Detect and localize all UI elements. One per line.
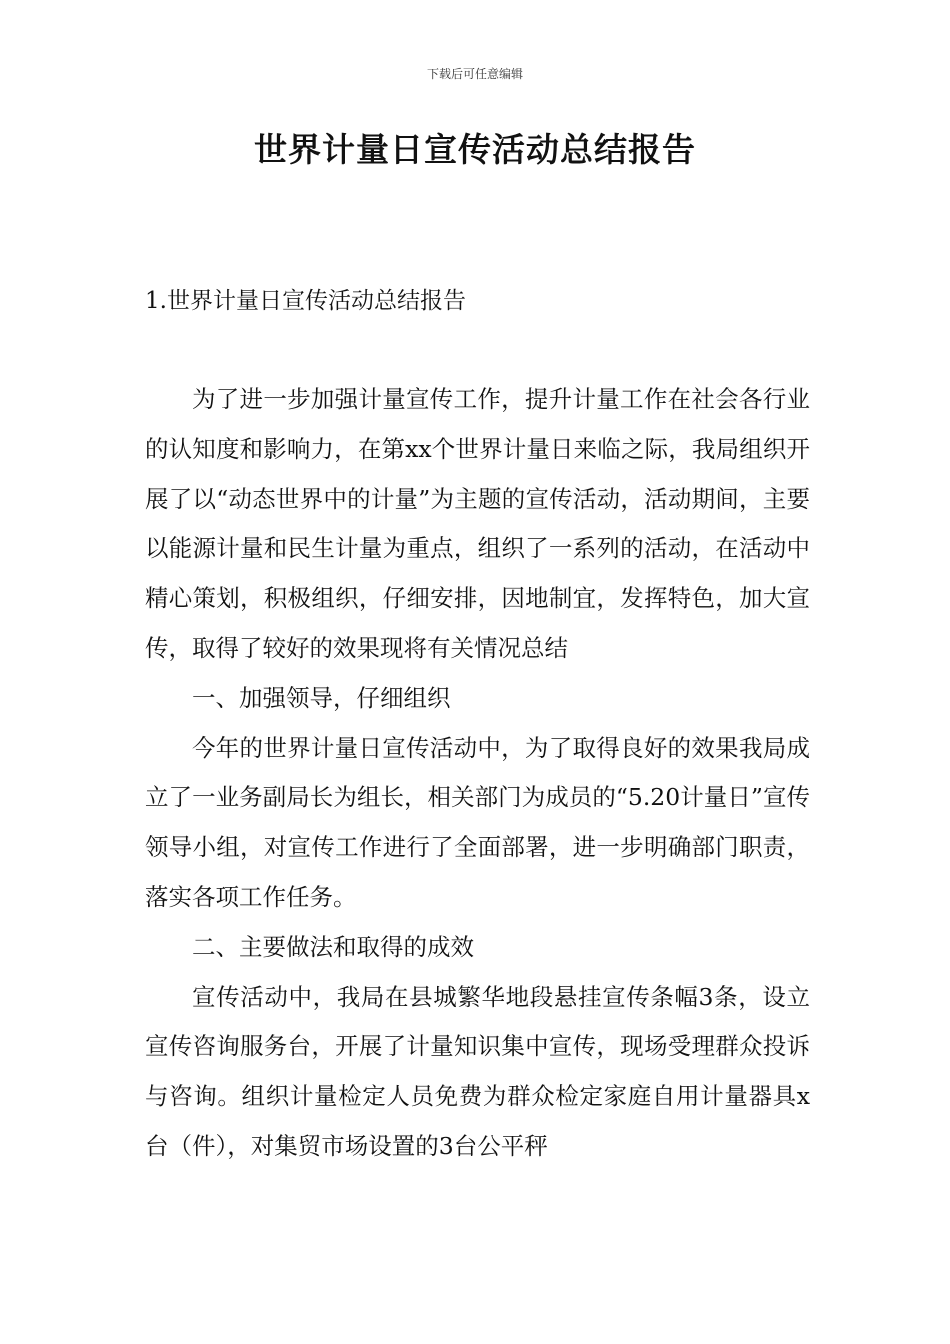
document-title: 世界计量日宣传活动总结报告 [254,130,696,169]
section-heading: 1.世界计量日宣传活动总结报告 [145,288,466,314]
subheading-leadership: 一、加强领导，仔细组织 [192,683,451,712]
paragraph-intro: 为了进一步加强计量宣传工作，提升计量工作在社会各行业的认知度和影响力，在第xx个世界计量日来临之际，我局组织开展了以“动态世界中的计量”为主题的宣传活动，活动期间，主要以能源计量和民生计量为重点，组织了一系列的活动，在活动中精心策划，积极组织，仔细安排，因地制宜，发挥特色，加大宣传，取得了较好的效果现将有关情况总结 [145,385,810,662]
document-body [145,375,810,1172]
paragraph-leadership: 今年的世界计量日宣传活动中，为了取得良好的效果我局成立了一业务副局长为组长，相关部门为成员的“5.20计量日”宣传领导小组，对宣传工作进行了全面部署，进一步明确部门职责，落实各项工作任务。 [145,733,810,911]
header-note: 下载后可任意编辑 [426,67,523,81]
subheading-practices: 二、主要做法和取得的成效 [192,932,474,961]
paragraph-practices: 宣传活动中，我局在县城繁华地段悬挂宣传条幅3条，设立宣传咨询服务台，开展了计量知识集中宣传，现场受理群众投诉与咨询。组织计量检定人员免费为群众检定家庭自用计量器具x台（件），对集贸市场设置的3台公平秤 [145,982,810,1160]
